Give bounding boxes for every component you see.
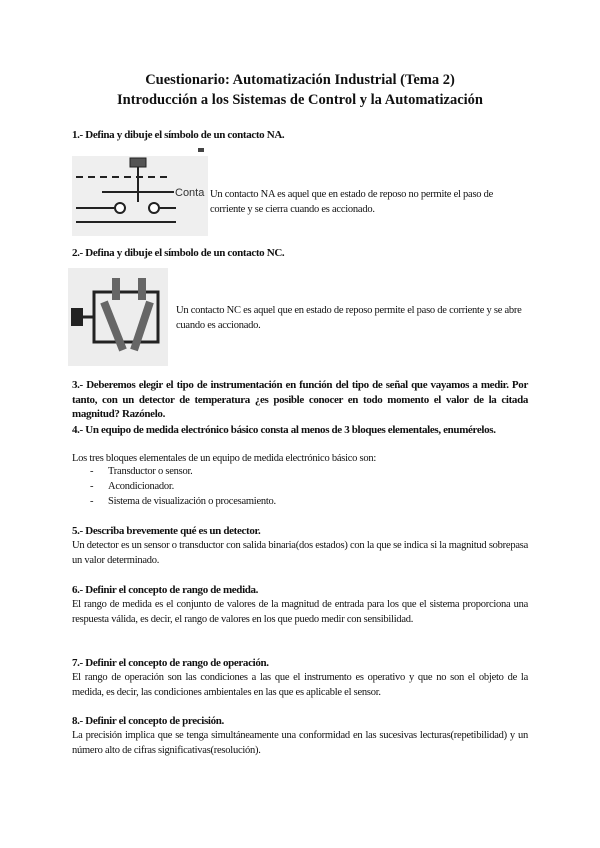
- question-7-title: 7.- Definir el concepto de rango de operación.: [72, 657, 269, 669]
- actuator-block: [130, 158, 146, 167]
- list-bullet: -: [90, 481, 94, 492]
- page-title: Cuestionario: Automatización Industrial (Tema 2): [145, 72, 455, 88]
- question-2-title: 2.- Defina y dibuje el símbolo de un contacto NC.: [72, 247, 285, 259]
- question-8-answer: La precisión implica que se tenga simultáneamente una conformidad en las sucesivas lecturas(repetibilidad) y un número alto de cifras significativas(resolución).: [72, 730, 528, 756]
- question-5-title: 5.- Describa brevemente qué es un detector.: [72, 525, 261, 537]
- question-3-title: 3.- Deberemos elegir el tipo de instrumentación en función del tipo de señal que vayamos a medir. Por tanto, con un detector de temperatura ¿es posible conocer en todo momento el valor de la citada magnitud? Razónelo.: [72, 379, 528, 420]
- question-6-answer: El rango de medida es el conjunto de valores de la magnitud de entrada para los que el sistema proporciona una respuesta válida, es decir, el rango de valores en los que puedo medir con sensibilidad.: [72, 599, 528, 625]
- question-2-answer: Un contacto NC es aquel que en estado de reposo permite el paso de corriente y se abre cuando es accionado.: [176, 305, 522, 331]
- contacto-na-symbol: [72, 150, 208, 236]
- list-item: Acondicionador.: [108, 481, 174, 492]
- question-4-title: 4.- Un equipo de medida electrónico básico consta al menos de 3 bloques elementales, enumérelos.: [72, 424, 496, 436]
- contacto-nc-symbol: [68, 268, 168, 366]
- page-subtitle: Introducción a los Sistemas de Control y la Automatización: [116, 92, 483, 108]
- question-1-title: 1.- Defina y dibuje el símbolo de un contacto NA.: [72, 129, 285, 141]
- list-item: Sistema de visualización o procesamiento.: [108, 496, 276, 507]
- question-7-answer: El rango de operación son las condiciones a las que el instrumento es operativo y que no son el objeto de la medida, es decir, las condiciones ambientales en las que es aplicable el sensor.: [72, 672, 528, 698]
- question-8-title: 8.- Definir el concepto de precisión.: [72, 715, 224, 727]
- left-terminal: [115, 203, 125, 213]
- question-1-answer: Un contacto NA es aquel que en estado de reposo no permite el paso de corriente y se cierra cuando es accionado.: [210, 189, 494, 215]
- right-terminal: [149, 203, 159, 213]
- list-bullet: -: [90, 496, 94, 507]
- list-item: Transductor o sensor.: [108, 466, 193, 477]
- question-4-intro: Los tres bloques elementales de un equipo de medida electrónico básico son:: [72, 453, 377, 464]
- figure-label: Conta: [175, 187, 205, 199]
- question-6-title: 6.- Definir el concepto de rango de medida.: [72, 584, 259, 596]
- list-bullet: -: [90, 466, 94, 477]
- question-5-answer: Un detector es un sensor o transductor con salida binaria(dos estados) con la que se indica si la magnitud sobrepasa un valor determinado.: [72, 540, 528, 566]
- figure-mark: [198, 148, 204, 152]
- actuator-block: [71, 308, 83, 326]
